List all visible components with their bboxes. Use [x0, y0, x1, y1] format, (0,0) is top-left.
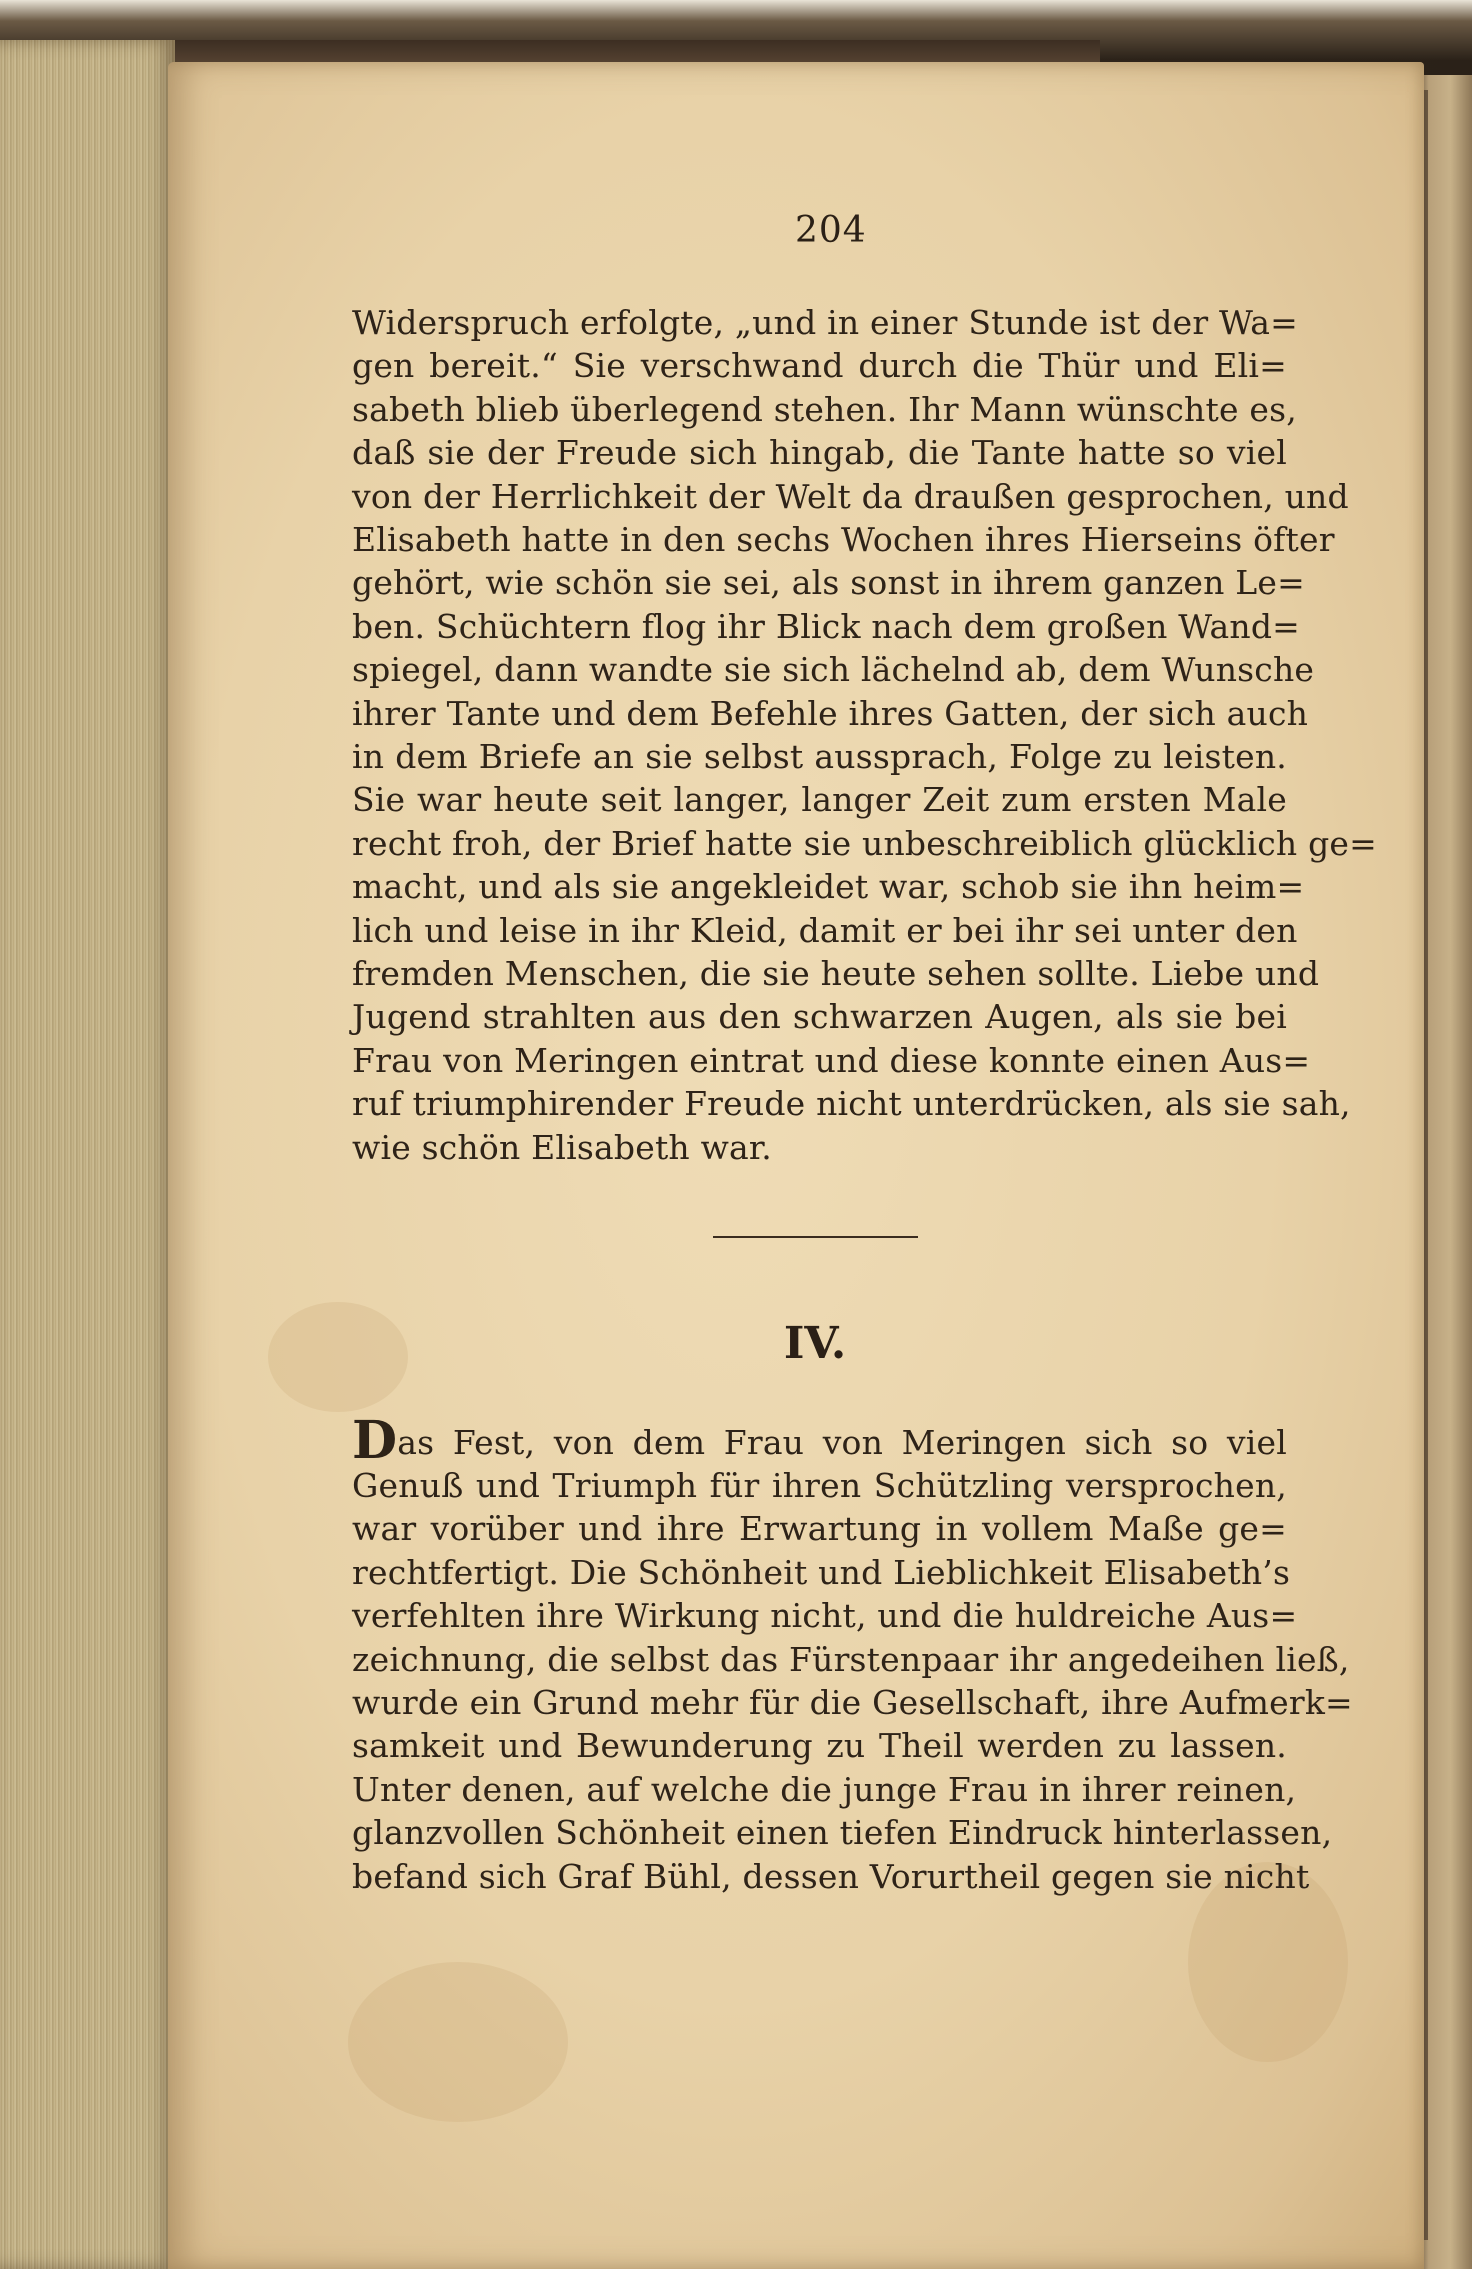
- text-line: verfehlten ihre Wirkung nicht, und die huldreiche Aus=: [352, 1596, 1298, 1636]
- text-line: Unter denen, auf welche die junge Frau in ihrer reinen,: [352, 1769, 1297, 1809]
- text-line: Elisabeth hatte in den sechs Wochen ihres Hierseins öfter: [352, 520, 1335, 559]
- text-line: ruf triumphirender Freude nicht unterdrücken, als sie sah,: [352, 1084, 1351, 1124]
- first-line-text: as Fest, von dem Frau von Meringen sich so viel: [397, 1423, 1287, 1462]
- text-line: glanzvollen Schönheit einen tiefen Eindruck hinterlassen,: [352, 1813, 1333, 1853]
- text-line: Sie war heute seit langer, langer Zeit zum ersten Male: [352, 780, 1287, 820]
- text-line: Genuß und Triumph für ihren Schützling versprochen,: [352, 1466, 1287, 1505]
- text-line: Frau von Meringen eintrat und diese konnte einen Aus=: [352, 1040, 1311, 1080]
- facing-page-shadow: [1424, 90, 1428, 2240]
- drop-cap: D: [352, 1410, 398, 1471]
- text-line: fremden Menschen, die sie heute sehen sollte. Liebe und: [352, 954, 1320, 993]
- text-line: daß sie der Freude sich hingab, die Tante hatte so viel: [352, 433, 1287, 473]
- section-divider: [713, 1236, 918, 1238]
- text-line: wie schön Elisabeth war.: [352, 1127, 772, 1167]
- text-line: gen bereit.“ Sie verschwand durch die Thür und Eli=: [352, 346, 1287, 386]
- text-line: in dem Briefe an sie selbst aussprach, Folge zu leisten.: [352, 737, 1287, 776]
- text-line: befand sich Graf Bühl, dessen Vorurtheil gegen sie nicht: [352, 1856, 1310, 1896]
- book-page-edges: [0, 40, 175, 2269]
- text-line: Widerspruch erfolgte, „und in einer Stunde ist der Wa=: [352, 303, 1298, 342]
- paper-stain: [348, 1962, 568, 2122]
- text-line: macht, und als sie angekleidet war, schob sie ihn heim=: [352, 867, 1305, 907]
- page-number: 204: [795, 210, 867, 251]
- text-line: ben. Schüchtern flog ihr Blick nach dem großen Wand=: [352, 606, 1300, 646]
- text-line: recht froh, der Brief hatte sie unbeschreiblich glücklich ge=: [352, 823, 1377, 863]
- text-line: zeichnung, die selbst das Fürstenpaar ihr angedeihen ließ,: [352, 1639, 1350, 1679]
- paragraph-first-line: [352, 1410, 1287, 1471]
- text-line: samkeit und Bewunderung zu Theil werden zu lassen.: [352, 1726, 1287, 1766]
- text-line: ihrer Tante und dem Befehle ihres Gatten, der sich auch: [352, 693, 1309, 733]
- chapter-heading: IV.: [783, 1318, 847, 1369]
- text-line: lich und leise in ihr Kleid, damit er bei ihr sei unter den: [352, 910, 1298, 950]
- text-line: war vorüber und ihre Erwartung in vollem Maße ge=: [352, 1509, 1287, 1549]
- text-line: von der Herrlichkeit der Welt da draußen gesprochen, und: [352, 476, 1349, 516]
- text-line: gehört, wie schön sie sei, als sonst in ihrem ganzen Le=: [352, 563, 1305, 603]
- text-line: Jugend strahlten aus den schwarzen Augen, als sie bei: [352, 997, 1287, 1037]
- text-line: wurde ein Grund mehr für die Gesellschaft, ihre Aufmerk=: [352, 1683, 1353, 1722]
- text-line: spiegel, dann wandte sie sich lächelnd ab, dem Wunsche: [352, 650, 1315, 690]
- paper-stain: [268, 1302, 408, 1412]
- text-line: sabeth blieb überlegend stehen. Ihr Mann wünschte es,: [352, 389, 1297, 429]
- text-line: rechtfertigt. Die Schönheit und Lieblichkeit Elisabeth’s: [352, 1552, 1291, 1592]
